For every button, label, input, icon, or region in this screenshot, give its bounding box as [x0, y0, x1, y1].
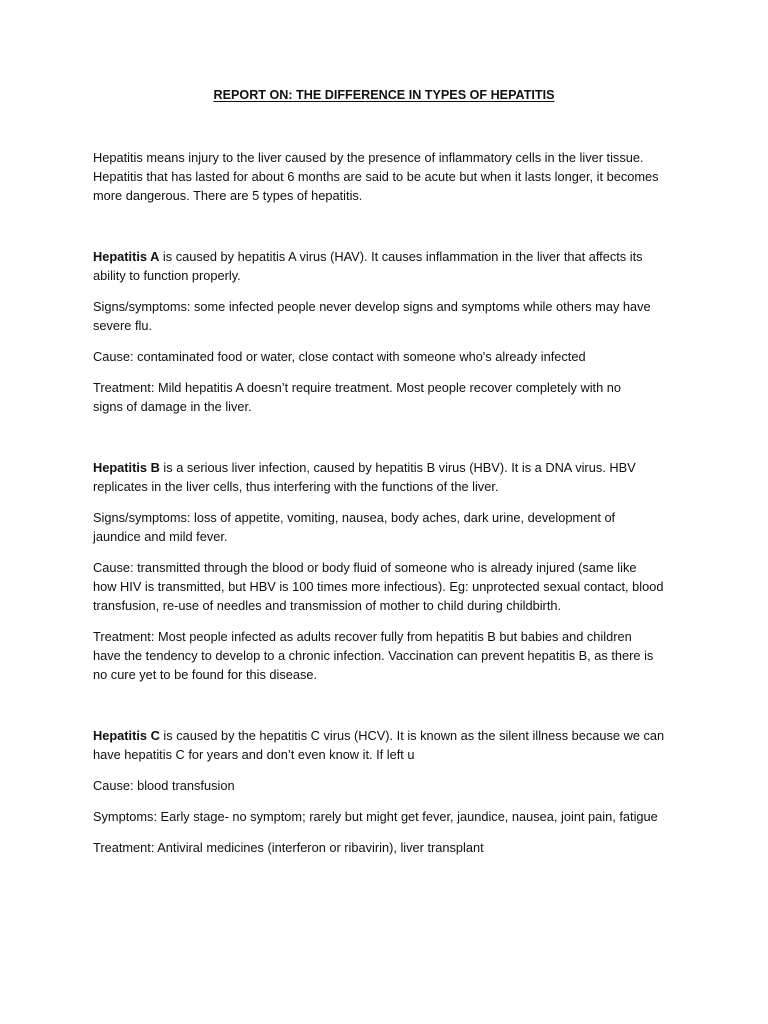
intro-line-1: Hepatitis means injury to the liver caused by the presence of inflammatory cells in the liver tissue. [93, 150, 644, 165]
hep-b-treatment-line-3: no cure yet to be found for this disease. [93, 667, 318, 682]
hep-b-description-text: is a serious liver infection, caused by hepatitis B virus (HBV). It is a DNA virus. HBV [159, 460, 636, 475]
hep-a-cause: Cause: contaminated food or water, close contact with someone who's already infected [93, 349, 586, 364]
hep-c-description-text: is caused by the hepatitis C virus (HCV). It is known as the silent illness because we can [159, 728, 665, 743]
hep-a-signs-line-1: Signs/symptoms: some infected people never develop signs and symptoms while others may have [93, 299, 651, 314]
hep-c-symptoms: Symptoms: Early stage- no symptom; rarely but might get fever, jaundice, nausea, joint pain, fatigue [93, 809, 658, 824]
hep-c-cause: Cause: blood transfusion [93, 778, 235, 793]
hep-b-signs-line-2: jaundice and mild fever. [93, 529, 228, 544]
hep-b-treatment-line-1: Treatment: Most people infected as adults recover fully from hepatitis B but babies and children [93, 629, 632, 644]
report-title: REPORT ON: THE DIFFERENCE IN TYPES OF HEPATITIS [213, 88, 555, 102]
hep-b-signs-line-1: Signs/symptoms: loss of appetite, vomiting, nausea, body aches, dark urine, development of [93, 510, 616, 525]
hep-b-heading: Hepatitis B [93, 460, 160, 475]
hep-c-description-line-2: have hepatitis C for years and don’t even know it. If left u [93, 747, 415, 762]
hep-a-signs-line-2: severe flu. [93, 318, 153, 333]
hep-a-heading: Hepatitis A [93, 249, 160, 264]
intro-line-2: Hepatitis that has lasted for about 6 months are said to be acute but when it lasts longer, it becomes [93, 169, 659, 184]
hep-b-cause-line-2: how HIV is transmitted, but HBV is 100 times more infectious). Eg: unprotected sexual contact, blood [93, 579, 664, 594]
intro-line-3: more dangerous. There are 5 types of hepatitis. [93, 188, 363, 203]
hep-a-description [93, 249, 643, 265]
hep-b-treatment-line-2: have the tendency to develop to a chronic infection. Vaccination can prevent hepatitis B, as there is [93, 648, 654, 663]
hep-c-treatment: Treatment: Antiviral medicines (interferon or ribavirin), liver transplant [93, 840, 484, 855]
hep-b-cause-line-3: transfusion, re-use of needles and transmission of mother to child during childbirth. [93, 598, 562, 613]
hep-a-description-line-2: ability to function properly. [93, 268, 241, 283]
hep-a-description-text: is caused by hepatitis A virus (HAV). It causes inflammation in the liver that affects its [159, 249, 643, 264]
hep-b-description [93, 460, 636, 476]
hep-a-treatment-line-2: signs of damage in the liver. [93, 399, 252, 414]
hep-a-treatment-line-1: Treatment: Mild hepatitis A doesn’t require treatment. Most people recover completely with no [93, 380, 622, 395]
hep-c-description [93, 728, 664, 744]
hep-b-cause-line-1: Cause: transmitted through the blood or body fluid of someone who is already injured (same like [93, 560, 637, 575]
hep-c-heading: Hepatitis C [93, 728, 160, 743]
hep-b-description-line-2: replicates in the liver cells, thus interfering with the functions of the liver. [93, 479, 499, 494]
